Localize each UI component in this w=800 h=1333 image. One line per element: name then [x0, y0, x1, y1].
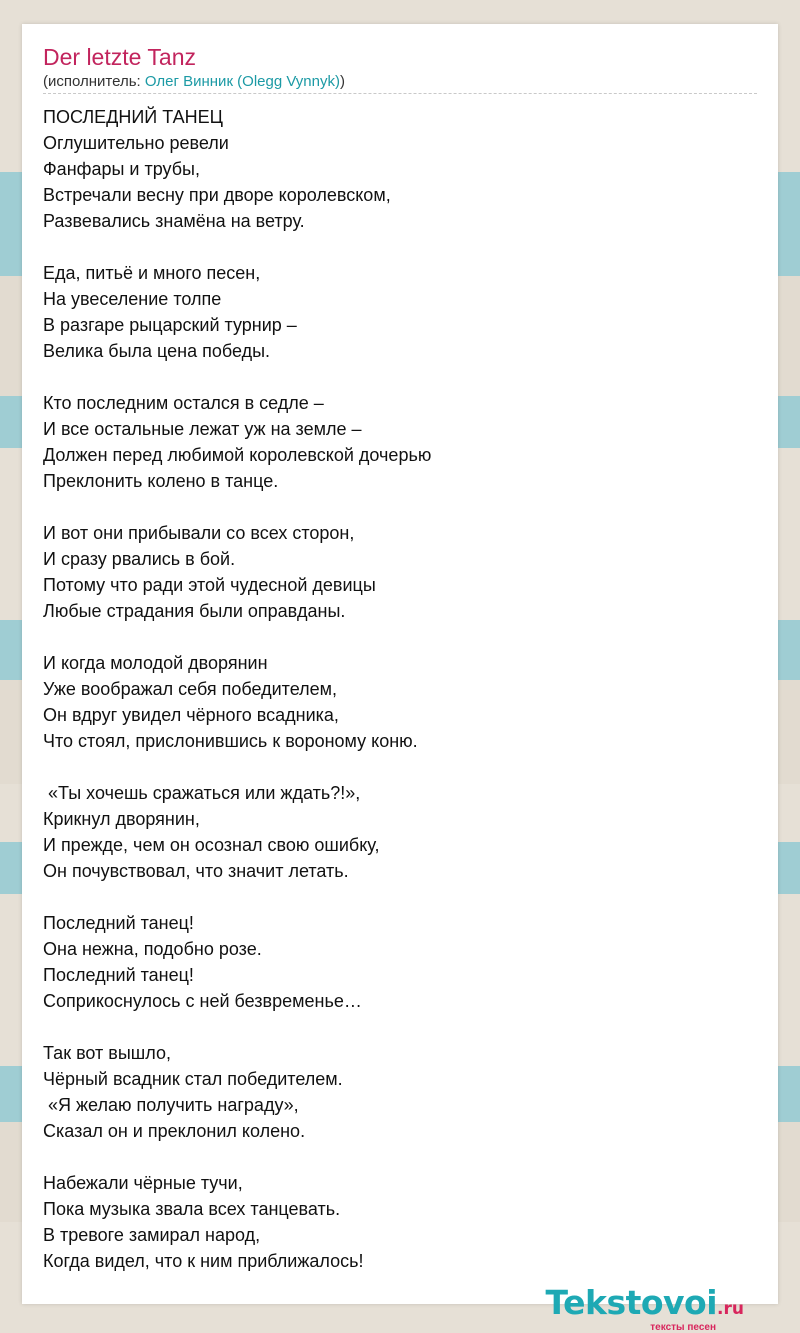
artist-link[interactable]: Олег Винник (Olegg Vynnyk) — [144, 73, 340, 90]
lyrics-line: Он почувствовал, что значит летать. — [43, 861, 349, 881]
logo-main-text: Tekstovoi — [545, 1283, 718, 1322]
lyrics-text — [43, 104, 757, 1300]
lyrics-stanza — [43, 780, 757, 884]
lyrics-line: Соприкоснулось с ней безвременье… — [43, 991, 362, 1011]
lyrics-line: Должен перед любимой королевской дочерью — [43, 445, 432, 465]
lyrics-stanza — [43, 104, 757, 234]
lyrics-line: Кто последним остался в седле – — [43, 393, 324, 413]
lyrics-line: Она нежна, подобно розе. — [43, 939, 262, 959]
lyrics-line: «Ты хочешь сражаться или ждать?!», — [43, 783, 361, 803]
artist-suffix: ) — [340, 73, 345, 90]
lyrics-line: ПОСЛЕДНИЙ ТАНЕЦ — [43, 107, 223, 127]
lyrics-line: В тревоге замирал народ, — [43, 1225, 261, 1245]
logo-domain: .ru — [717, 1299, 744, 1319]
lyrics-line: Он вдруг увидел чёрного всадника, — [43, 705, 339, 725]
lyrics-line: Уже воображал себя победителем, — [43, 679, 338, 699]
artist-prefix: (исполнитель: — [43, 73, 145, 90]
lyrics-line: И когда молодой дворянин — [43, 653, 268, 673]
lyrics-stanza — [43, 390, 757, 494]
lyrics-line: Велика была цена победы. — [43, 341, 271, 361]
lyrics-line: Что стоял, прислонившись к вороному коню. — [43, 731, 418, 751]
lyrics-stanza — [43, 910, 757, 1014]
lyrics-line: Преклонить колено в танце. — [43, 471, 279, 491]
lyrics-line: «Я желаю получить награду», — [43, 1095, 299, 1115]
lyrics-stanza — [43, 1170, 757, 1274]
lyrics-line: В разгаре рыцарский турнир – — [43, 315, 297, 335]
lyrics-line: Последний танец! — [43, 965, 194, 985]
lyrics-line: Фанфары и трубы, — [43, 159, 200, 179]
lyrics-line: Еда, питьё и много песен, — [43, 263, 261, 283]
lyrics-line: Когда видел, что к ним приближалось! — [43, 1251, 364, 1271]
logo-tagline: тексты песен — [650, 1322, 716, 1333]
lyrics-stanza — [43, 1040, 757, 1144]
lyrics-line: Так вот вышло, — [43, 1043, 171, 1063]
lyrics-line: Оглушительно ревели — [43, 133, 229, 153]
lyrics-card — [22, 24, 778, 1333]
lyrics-line: И сразу рвались в бой. — [43, 549, 236, 569]
lyrics-line: На увеселение толпе — [43, 289, 222, 309]
lyrics-line: Пока музыка звала всех танцевать. — [43, 1199, 341, 1219]
lyrics-stanza — [43, 520, 757, 624]
lyrics-stanza — [43, 260, 757, 364]
lyrics-line: Любые страдания были оправданы. — [43, 601, 346, 621]
lyrics-line: И все остальные лежат уж на земле – — [43, 419, 362, 439]
lyrics-line: Набежали чёрные тучи, — [43, 1173, 243, 1193]
lyrics-line: Потому что ради этой чудесной девицы — [43, 575, 376, 595]
lyrics-line: Развевались знамёна на ветру. — [43, 211, 305, 231]
artist-line — [43, 73, 345, 91]
lyrics-line: Чёрный всадник стал победителем. — [43, 1069, 343, 1089]
lyrics-line: Встречали весну при дворе королевском, — [43, 185, 391, 205]
lyrics-line: Сказал он и преклонил колено. — [43, 1121, 306, 1141]
lyrics-line: И прежде, чем он осознал свою ошибку, — [43, 835, 380, 855]
lyrics-stanza — [43, 650, 757, 754]
title-divider — [43, 93, 757, 94]
lyrics-line: Крикнул дворянин, — [43, 809, 200, 829]
lyrics-line: Последний танец! — [43, 913, 194, 933]
song-title: Der letzte Tanz — [43, 44, 196, 70]
lyrics-line: И вот они прибывали со всех сторон, — [43, 523, 355, 543]
